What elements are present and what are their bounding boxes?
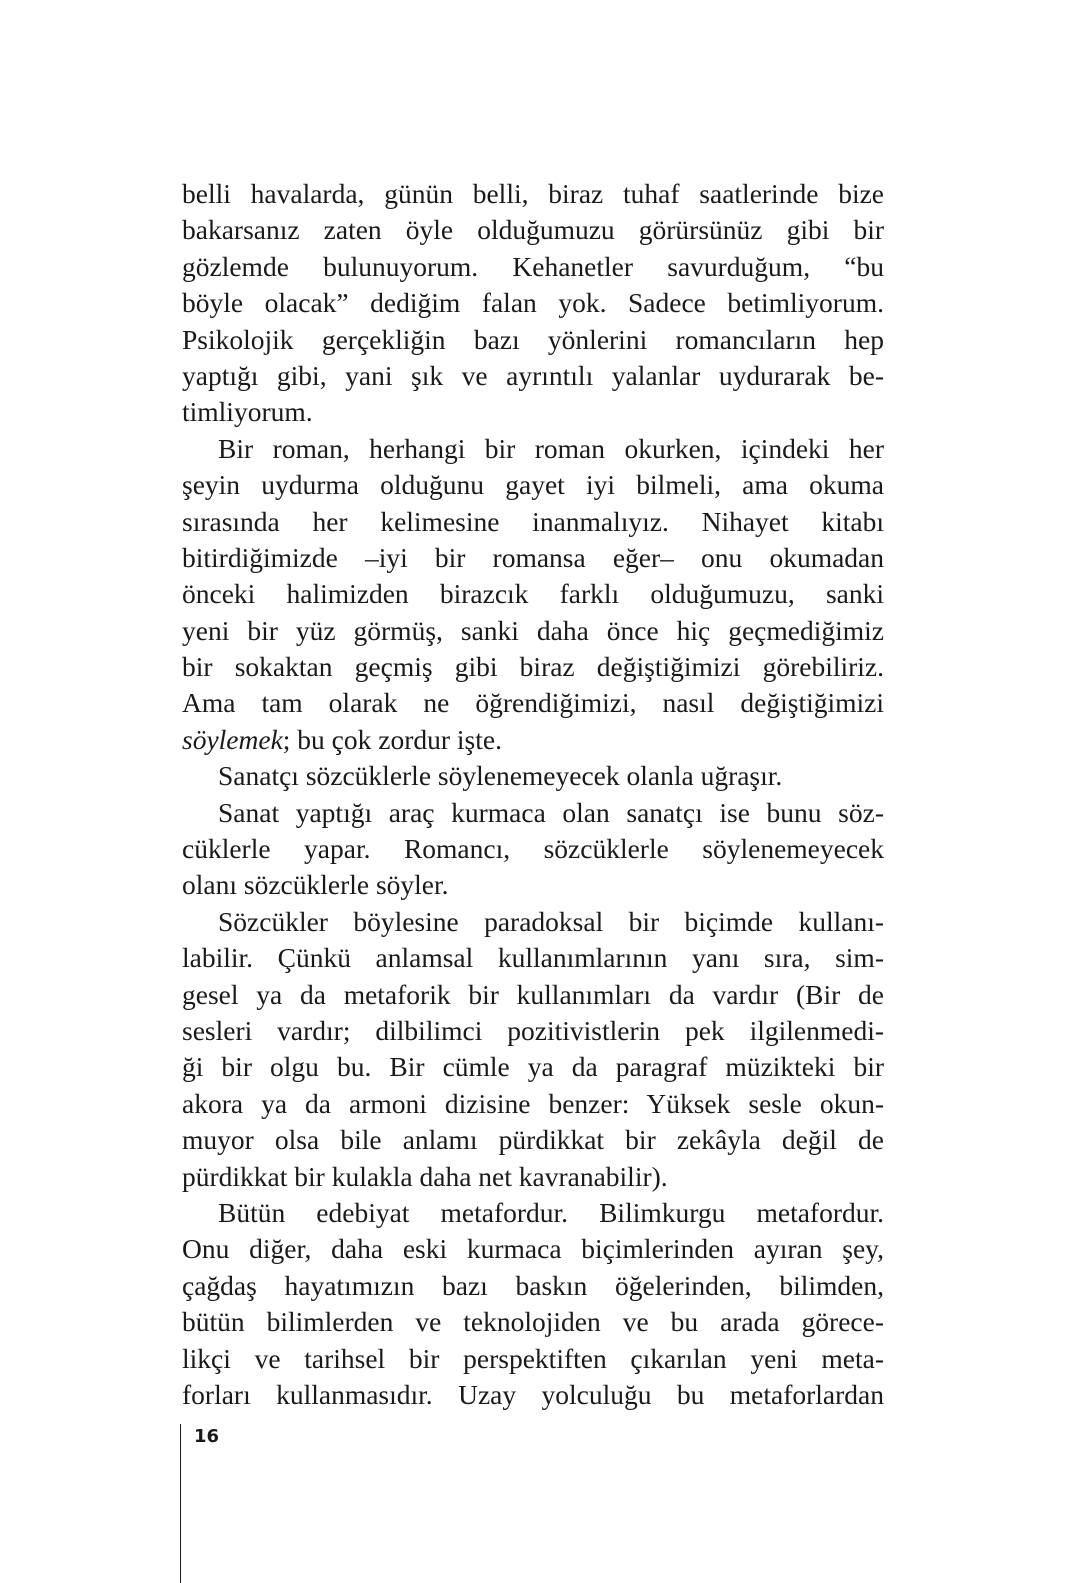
text-line: Bir roman, herhangi bir roman okurken, içindeki her — [218, 432, 884, 464]
text-line: Psikolojik gerçekliğin bazı yönlerini romancıların hep — [182, 323, 884, 355]
body-text — [182, 176, 884, 1413]
text-line: forları kullanmasıdır. Uzay yolculuğu bu metaforlardan — [182, 1378, 884, 1410]
text-line: labilir. Çünkü anlamsal kullanımlarının yanı sıra, sim- — [182, 942, 884, 974]
text-line: likçi ve tarihsel bir perspektiften çıkarılan yeni meta- — [182, 1342, 884, 1374]
text-line — [182, 722, 884, 758]
text-line: gesel ya da metaforik bir kullanımları da vardır (Bir de — [182, 978, 884, 1010]
line-rest: ; bu çok zordur işte. — [282, 723, 502, 755]
text-line: belli havalarda, günün belli, biraz tuhaf saatlerinde bize — [182, 178, 884, 209]
text-line: çağdaş hayatımızın bazı baskın öğelerinden, bilimden, — [182, 1269, 884, 1301]
text-line: Ama tam olarak ne öğrendiğimizi, nasıl değiştiğimizi — [182, 687, 884, 719]
text-line: Bütün edebiyat metafordur. Bilimkurgu metafordur. — [218, 1196, 884, 1228]
folio-rule — [180, 1424, 181, 1583]
text-line: olanı sözcüklerle söyler. — [182, 869, 449, 901]
italic-word: söylemek — [182, 723, 283, 755]
text-line: sırasında her kelimesine inanmalıyız. Nihayet kitabı — [182, 505, 884, 537]
text-line: sesleri vardır; dilbilimci pozitivistlerin pek ilgilenmedi- — [182, 1014, 884, 1046]
text-line: yeni bir yüz görmüş, sanki daha önce hiç geçmediğimiz — [182, 614, 884, 646]
text-line: şeyin uydurma olduğunu gayet iyi bilmeli, ama okuma — [182, 469, 884, 501]
text-line: timliyorum. — [182, 396, 313, 428]
text-line: bütün bilimlerden ve teknolojiden ve bu arada görece- — [182, 1306, 884, 1338]
text-line: Sanatçı sözcüklerle söylenemeyecek olanla uğraşır. — [218, 760, 783, 792]
text-line: ği bir olgu bu. Bir cümle ya da paragraf müzikteki bir — [182, 1051, 884, 1083]
text-line: Sözcükler böylesine paradoksal bir biçimde kullanı- — [218, 905, 884, 937]
text-line: önceki halimizden birazcık farklı olduğumuzu, sanki — [182, 578, 884, 610]
page-number: 16 — [194, 1426, 220, 1447]
text-line: yaptığı gibi, yani şık ve ayrıntılı yalanlar uydurarak be- — [182, 359, 884, 391]
text-line: bitirdiğimizde –iyi bir romansa eğer– onu okumadan — [182, 541, 884, 573]
text-line: Sanat yaptığı araç kurmaca olan sanatçı ise bunu söz- — [218, 796, 884, 828]
text-line: cüklerle yapar. Romancı, sözcüklerle söylenemeyecek — [182, 833, 884, 865]
text-line: muyor olsa bile anlamı pürdikkat bir zekâyla değil de — [182, 1124, 884, 1156]
text-line: akora ya da armoni dizisine benzer: Yüksek sesle okun- — [182, 1087, 884, 1119]
text-line: Onu diğer, daha eski kurmaca biçimlerinden ayıran şey, — [182, 1233, 884, 1265]
text-line: bakarsanız zaten öyle olduğumuzu görürsünüz gibi bir — [182, 214, 884, 246]
text-line: böyle olacak” dediğim falan yok. Sadece betimliyorum. — [182, 287, 884, 319]
text-line: gözlemde bulunuyorum. Kehanetler savurduğum, “bu — [182, 250, 884, 282]
text-line: pürdikkat bir kulakla daha net kavranabilir). — [182, 1160, 668, 1192]
text-line: bir sokaktan geçmiş gibi biraz değiştiğimizi görebiliriz. — [182, 651, 884, 683]
